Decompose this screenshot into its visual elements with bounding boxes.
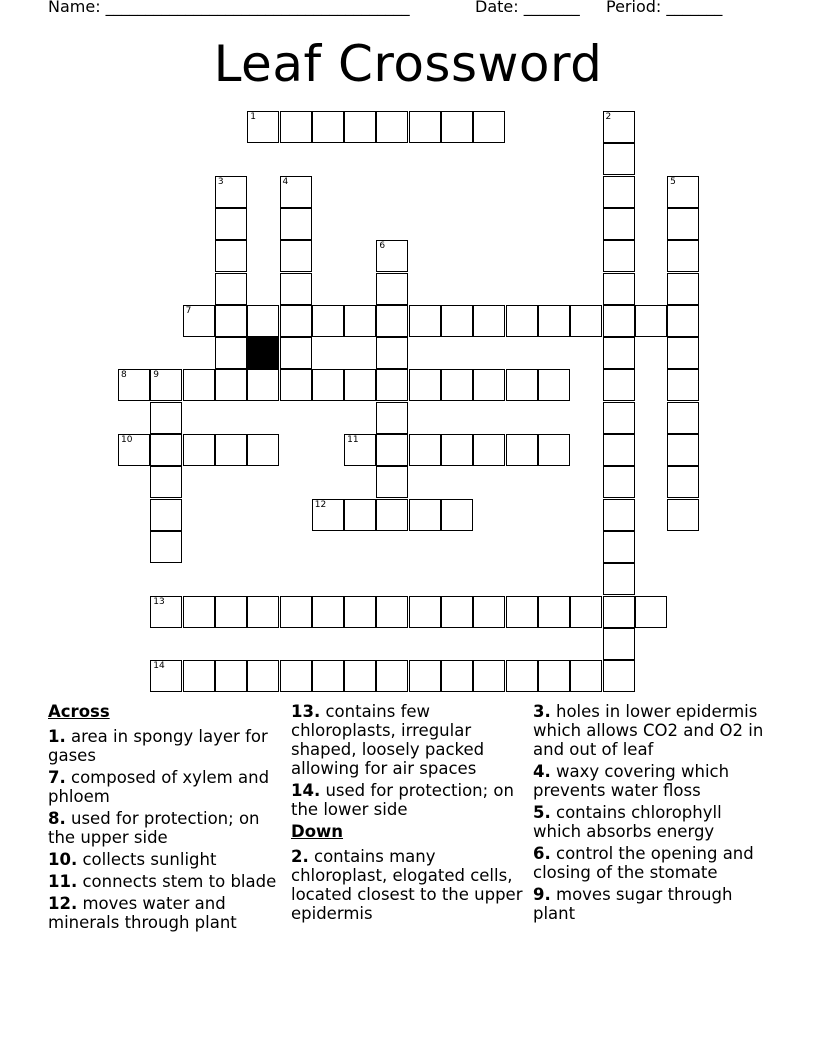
grid-cell[interactable]	[312, 660, 344, 692]
grid-cell[interactable]	[603, 563, 635, 595]
clue-across-11: 11. connects stem to blade	[48, 872, 277, 891]
grid-cell[interactable]	[247, 660, 279, 692]
grid-cell[interactable]	[667, 176, 699, 208]
clue-number: 7	[185, 305, 192, 316]
grid-cell[interactable]	[603, 596, 635, 628]
grid-cell[interactable]	[441, 434, 473, 466]
grid-cell[interactable]	[441, 369, 473, 401]
clue-across-12: 12. moves water and minerals through plant	[48, 894, 237, 932]
grid-cell[interactable]	[473, 369, 505, 401]
date-field[interactable]: Date: _______	[475, 0, 580, 16]
grid-cell[interactable]	[538, 305, 570, 337]
grid-cell[interactable]	[667, 208, 699, 240]
grid-cell[interactable]	[538, 434, 570, 466]
grid-cell[interactable]	[215, 596, 247, 628]
grid-cell[interactable]	[312, 305, 344, 337]
grid-cell[interactable]	[376, 111, 408, 143]
grid-cell[interactable]	[280, 660, 312, 692]
grid-cell[interactable]	[635, 596, 667, 628]
grid-cell[interactable]	[376, 369, 408, 401]
grid-cell[interactable]	[215, 434, 247, 466]
grid-cell[interactable]	[344, 596, 376, 628]
grid-cell[interactable]	[409, 111, 441, 143]
grid-cell[interactable]	[603, 240, 635, 272]
grid-cell[interactable]	[215, 208, 247, 240]
grid-cell[interactable]	[441, 305, 473, 337]
grid-cell[interactable]	[376, 402, 408, 434]
clue-across-13: 13. contains few chloroplasts, irregular shaped, loosely packed allowing for air spaces	[291, 702, 485, 778]
grid-cell[interactable]	[118, 369, 150, 401]
grid-cell[interactable]	[344, 499, 376, 531]
clue-down-5: 5. contains chlorophyll which absorbs energy	[533, 803, 722, 841]
grid-cell[interactable]	[150, 466, 182, 498]
grid-cell[interactable]	[215, 273, 247, 305]
grid-cell[interactable]	[247, 305, 279, 337]
grid-cell[interactable]	[603, 337, 635, 369]
name-field[interactable]: Name: ______________________________________	[48, 0, 410, 16]
grid-cell[interactable]	[312, 499, 344, 531]
grid-cell[interactable]	[150, 402, 182, 434]
grid-cell[interactable]	[376, 305, 408, 337]
across-heading: Across	[48, 702, 110, 721]
grid-cell[interactable]	[183, 305, 215, 337]
grid-cell[interactable]	[667, 466, 699, 498]
grid-cell[interactable]	[376, 273, 408, 305]
grid-cell[interactable]	[344, 369, 376, 401]
grid-cell[interactable]	[603, 208, 635, 240]
grid-cell[interactable]	[150, 369, 182, 401]
grid-cell[interactable]	[667, 499, 699, 531]
grid-cell[interactable]	[247, 111, 279, 143]
grid-cell[interactable]	[247, 596, 279, 628]
clue-down-3: 3. holes in lower epidermis which allows CO2 and O2 in and out of leaf	[533, 702, 764, 759]
grid-cell[interactable]	[506, 434, 538, 466]
grid-cell[interactable]	[215, 240, 247, 272]
grid-cell[interactable]	[603, 143, 635, 175]
clue-across-14: 14. used for protection; on the lower side	[291, 781, 514, 819]
grid-cell[interactable]	[603, 499, 635, 531]
clue-across-10: 10. collects sunlight	[48, 850, 217, 869]
grid-cell[interactable]	[506, 660, 538, 692]
grid-cell[interactable]	[247, 369, 279, 401]
grid-cell[interactable]	[183, 596, 215, 628]
grid-cell[interactable]	[506, 596, 538, 628]
grid-cell[interactable]	[603, 402, 635, 434]
grid-cell[interactable]	[280, 337, 312, 369]
grid-cell[interactable]	[376, 240, 408, 272]
grid-cell[interactable]	[409, 434, 441, 466]
grid-cell[interactable]	[603, 434, 635, 466]
grid-cell[interactable]	[603, 273, 635, 305]
clue-number: 2	[605, 112, 612, 122]
clues-column-1	[48, 702, 288, 935]
grid-cell[interactable]	[570, 660, 602, 692]
grid-cell[interactable]	[667, 305, 699, 337]
grid-cell[interactable]	[344, 111, 376, 143]
grid-cell[interactable]	[280, 305, 312, 337]
clue-across-8: 8. used for protection; on the upper side	[48, 809, 260, 847]
grid-cell[interactable]	[603, 305, 635, 337]
grid-cell[interactable]	[280, 273, 312, 305]
grid-cell[interactable]	[215, 660, 247, 692]
down-heading: Down	[291, 822, 344, 841]
clue-number: 1	[250, 112, 256, 122]
grid-cell[interactable]	[570, 596, 602, 628]
grid-cell[interactable]	[473, 434, 505, 466]
period-field[interactable]: Period: _______	[606, 0, 723, 16]
grid-cell[interactable]	[441, 596, 473, 628]
grid-cell[interactable]	[667, 337, 699, 369]
grid-cell[interactable]	[376, 596, 408, 628]
clue-number: 5	[670, 176, 676, 187]
grid-cell[interactable]	[183, 434, 215, 466]
grid-cell[interactable]	[409, 499, 441, 531]
clue-down-9: 9. moves sugar through plant	[533, 885, 733, 923]
grid-cell[interactable]	[376, 337, 408, 369]
clue-number: 3	[217, 176, 224, 187]
grid-cell[interactable]	[667, 240, 699, 272]
clue-number: 14	[153, 661, 165, 672]
grid-cell[interactable]	[570, 305, 602, 337]
grid-cell[interactable]	[150, 660, 182, 692]
grid-cell[interactable]	[506, 305, 538, 337]
grid-cell[interactable]	[280, 111, 312, 143]
grid-cell[interactable]	[280, 208, 312, 240]
grid-cell[interactable]	[376, 660, 408, 692]
grid-cell[interactable]	[150, 596, 182, 628]
black-cell	[247, 337, 279, 369]
grid-cell[interactable]	[441, 660, 473, 692]
grid-cell[interactable]	[603, 176, 635, 208]
grid-cell[interactable]	[506, 369, 538, 401]
grid-cell[interactable]	[667, 273, 699, 305]
grid-cell[interactable]	[538, 596, 570, 628]
grid-cell[interactable]	[635, 305, 667, 337]
clue-down-4: 4. waxy covering which prevents water floss	[533, 762, 730, 800]
grid-cell[interactable]	[667, 369, 699, 401]
grid-cell[interactable]	[280, 596, 312, 628]
clue-number: 10	[121, 435, 133, 445]
clues-column-3	[533, 702, 773, 926]
clue-number: 9	[153, 370, 160, 381]
grid-cell[interactable]	[473, 596, 505, 628]
grid-cell[interactable]	[376, 434, 408, 466]
grid-cell[interactable]	[409, 305, 441, 337]
clue-number: 12	[314, 499, 327, 510]
grid-cell[interactable]	[473, 660, 505, 692]
grid-cell[interactable]	[538, 369, 570, 401]
grid-cell[interactable]	[603, 660, 635, 692]
grid-cell[interactable]	[409, 369, 441, 401]
grid-cell[interactable]	[312, 596, 344, 628]
grid-cell[interactable]	[603, 369, 635, 401]
grid-cell[interactable]	[441, 499, 473, 531]
clue-number: 6	[379, 241, 386, 252]
grid-cell[interactable]	[215, 369, 247, 401]
clue-across-1: 1. area in spongy layer for gases	[48, 727, 268, 765]
grid-cell[interactable]	[150, 531, 182, 563]
clue-number: 13	[153, 596, 165, 607]
grid-cell[interactable]	[312, 369, 344, 401]
grid-cell[interactable]	[441, 111, 473, 143]
clue-down-6: 6. control the opening and closing of the stomate	[533, 844, 754, 882]
grid-cell[interactable]	[376, 466, 408, 498]
grid-cell[interactable]	[667, 434, 699, 466]
grid-cell[interactable]	[538, 660, 570, 692]
clue-number: 8	[121, 370, 127, 381]
grid-cell[interactable]	[473, 305, 505, 337]
grid-cell[interactable]	[667, 402, 699, 434]
grid-cell[interactable]	[150, 434, 182, 466]
grid-cell[interactable]	[215, 337, 247, 369]
grid-cell[interactable]	[603, 628, 635, 660]
grid-cell[interactable]	[409, 660, 441, 692]
clue-number: 4	[282, 176, 289, 187]
grid-cell[interactable]	[473, 111, 505, 143]
grid-cell[interactable]	[344, 434, 376, 466]
grid-cell[interactable]	[215, 305, 247, 337]
grid-cell[interactable]	[376, 499, 408, 531]
grid-cell[interactable]	[183, 369, 215, 401]
grid-cell[interactable]	[312, 111, 344, 143]
grid-cell[interactable]	[118, 434, 150, 466]
grid-cell[interactable]	[344, 305, 376, 337]
grid-cell[interactable]	[603, 111, 635, 143]
grid-cell[interactable]	[247, 434, 279, 466]
clues-column-2	[291, 702, 531, 926]
page-title: Leaf Crossword	[213, 35, 603, 93]
grid-cell[interactable]	[280, 240, 312, 272]
grid-cell[interactable]	[280, 369, 312, 401]
clue-number: 11	[347, 435, 359, 445]
grid-cell[interactable]	[280, 176, 312, 208]
clue-across-7: 7. composed of xylem and phloem	[48, 768, 270, 806]
clue-down-2: 2. contains many chloroplast, elogated cells, located closest to the upper epidermis	[291, 847, 523, 923]
grid-cell[interactable]	[409, 596, 441, 628]
grid-cell[interactable]	[215, 176, 247, 208]
grid-cell[interactable]	[344, 660, 376, 692]
grid-cell[interactable]	[150, 499, 182, 531]
grid-cell[interactable]	[183, 660, 215, 692]
grid-cell[interactable]	[603, 531, 635, 563]
grid-cell[interactable]	[603, 466, 635, 498]
